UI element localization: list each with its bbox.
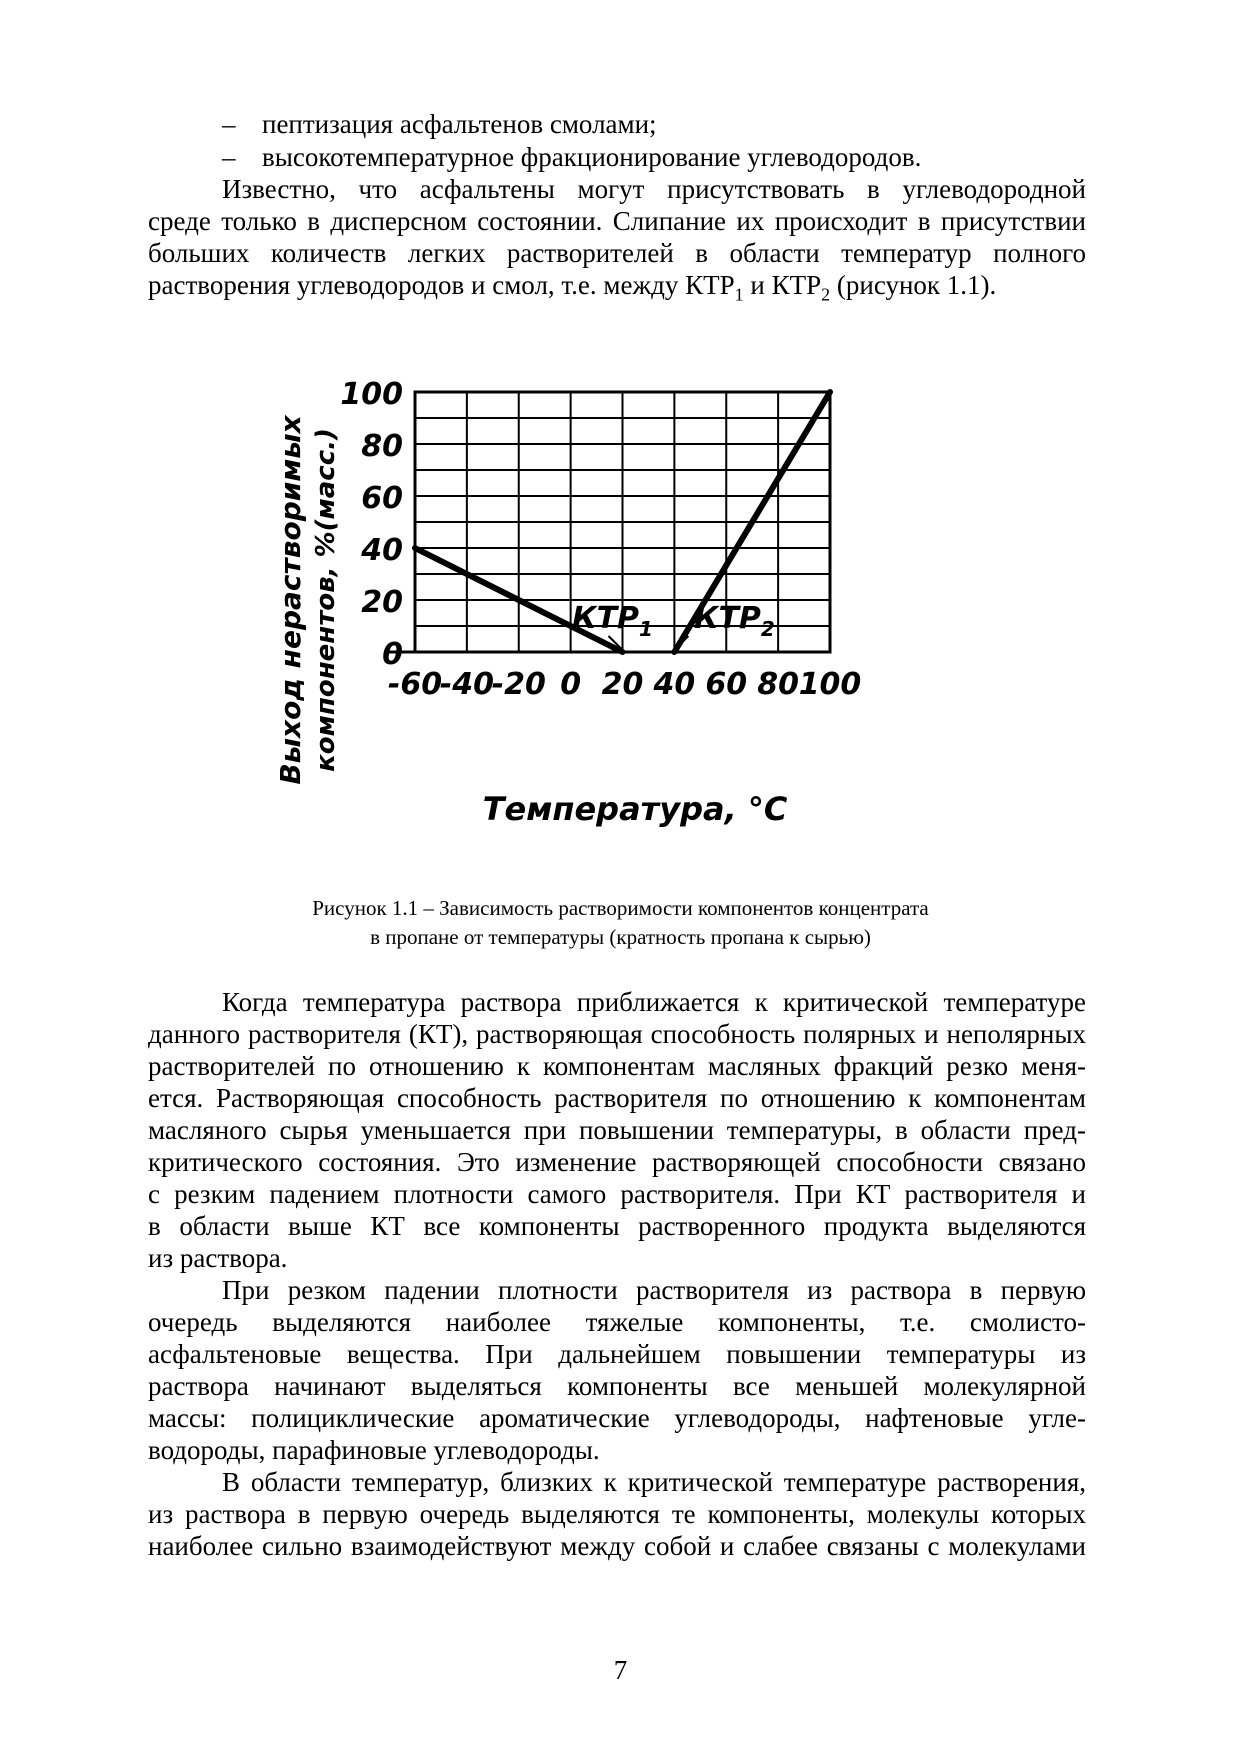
annotation-label: $КТР_2$ — [693, 601, 775, 641]
y-axis-label: Выход нерастворимых — [274, 415, 307, 785]
x-axis-label: Температура, °С — [482, 790, 788, 828]
paragraph-line: масляного сырья уменьшается при повышении температуры, в области пред- — [148, 1115, 1086, 1145]
paragraph-line: данного растворителя (КТ), растворяющая способность полярных и неполярных — [148, 1019, 1086, 1049]
y-tick-label: 60 — [361, 481, 403, 516]
paragraph-line: в области выше КТ все компоненты растворенного продукта выделяются — [148, 1211, 1086, 1241]
paragraph-line: раствора начинают выделяться компоненты все меньшей молекулярной — [148, 1371, 1086, 1401]
x-tick-label: -20 — [491, 667, 546, 702]
paragraph-line: Когда температура раствора приближается к критической температуре — [222, 987, 1086, 1017]
text-segment: (рисунок 1.1). — [830, 270, 997, 300]
list-item: пептизация асфальтенов смолами; — [262, 109, 657, 139]
x-tick-label: 0 — [560, 667, 582, 702]
paragraph-line: водороды, парафиновые углеводороды. — [148, 1435, 600, 1465]
text-segment: и КТР — [743, 270, 822, 300]
y-axis-label: компонентов, %(масс.) — [311, 428, 341, 772]
text-segment: растворения углеводородов и смол, т.е. между КТР — [148, 270, 735, 300]
paragraph-line: очередь выделяются наиболее тяжелые компоненты, т.е. смолисто- — [148, 1307, 1086, 1337]
y-tick-label: 80 — [361, 429, 403, 464]
list-dash: – — [222, 142, 236, 172]
paragraph-line: растворителей по отношению к компонентам масляных фракций резко меня- — [148, 1051, 1086, 1081]
paragraph-line: из раствора. — [148, 1243, 288, 1273]
figure-caption: Рисунок 1.1 – Зависимость растворимости компонентов концентрата — [312, 896, 929, 920]
y-tick-label: 0 — [382, 637, 403, 672]
x-tick-label: -60 — [387, 667, 443, 702]
annotation-subscript: 2 — [760, 617, 775, 641]
paragraph-line: Известно, что асфальтены могут присутствовать в углеводородной — [222, 174, 1086, 204]
annotation-label: $КТР_1$ — [572, 601, 653, 641]
paragraph-line: При резком падении плотности растворителя из раствора в первую — [222, 1275, 1086, 1305]
y-tick-label: 20 — [361, 585, 403, 620]
x-tick-label: 20 — [601, 667, 644, 702]
paragraph-line: с резким падением плотности самого растворителя. При КТ растворителя и — [148, 1179, 1086, 1209]
paragraph-line: больших количеств легких растворителей в области температур полного — [148, 238, 1086, 268]
paragraph-line: наиболее сильно взаимодействуют между собой и слабее связаны с молекулами — [148, 1531, 1086, 1561]
x-tick-label: 80 — [757, 667, 799, 702]
paragraph-line: среде только в дисперсном состоянии. Слипание их происходит в присутствии — [148, 206, 1086, 236]
page-number: 7 — [613, 1655, 628, 1685]
paragraph-line — [148, 269, 997, 305]
annotation-subscript: 1 — [639, 617, 653, 641]
list-dash: – — [222, 109, 236, 139]
paragraph-line: массы: полициклические ароматические углеводороды, нафтеновые угле- — [148, 1403, 1086, 1433]
x-tick-label: 60 — [705, 667, 748, 702]
paragraph-line: ется. Растворяющая способность растворителя по отношению к компонентам — [148, 1083, 1086, 1113]
paragraph-line: из раствора в первую очередь выделяются те компоненты, молекулы которых — [148, 1499, 1086, 1529]
x-tick-label: -40 — [439, 667, 494, 702]
paragraph-line: критического состояния. Это изменение растворяющей способности связано — [148, 1147, 1086, 1177]
subscript: 1 — [734, 284, 744, 305]
x-tick-label: 40 — [653, 667, 696, 702]
figure-chart — [260, 370, 980, 840]
list-item: высокотемпературное фракционирование углеводородов. — [262, 142, 922, 172]
y-tick-label: 40 — [361, 533, 403, 568]
y-tick-label: 100 — [340, 377, 403, 412]
paragraph-line: В области температур, близких к критической температуре растворения, — [222, 1467, 1086, 1497]
x-tick-labels — [388, 667, 861, 702]
subscript: 2 — [821, 284, 831, 305]
y-tick-labels — [340, 377, 403, 672]
figure-caption: в пропане от температуры (кратность пропана к сырью) — [370, 925, 871, 949]
x-tick-label: 100 — [798, 667, 862, 702]
paragraph-line: асфальтеновые вещества. При дальнейшем повышении температуры из — [148, 1339, 1086, 1369]
